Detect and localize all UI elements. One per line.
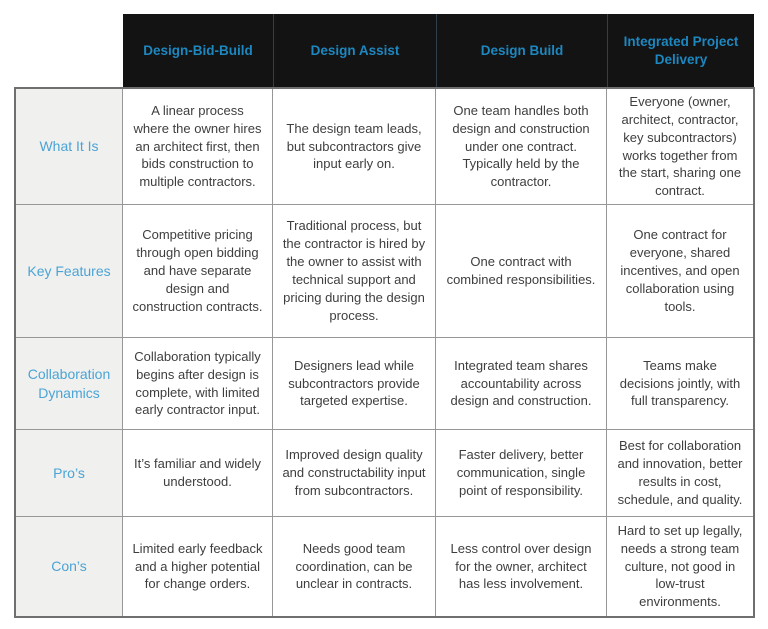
column-header-integrated-project-delivery: Integrated Project Delivery [607,14,754,88]
table-cell: Designers lead while subcontractors provide targeted expertise. [273,338,436,430]
table-cell: Less control over design for the owner, architect has less involvement. [436,517,607,617]
table-cell: Competitive pricing through open bidding and have separate design and construction contracts. [123,205,273,338]
table-cell: Collaboration typically begins after design is complete, with limited early contractor input. [123,338,273,430]
table-cell: Teams make decisions jointly, with full transparency. [607,338,754,430]
table-cell: Hard to set up legally, needs a strong team culture, not good in low-trust environments. [607,517,754,617]
table-cell: It’s familiar and widely understood. [123,430,273,517]
corner-spacer [15,14,123,88]
row-label-key-features: Key Features [15,205,123,338]
column-header-design-assist: Design Assist [273,14,436,88]
table-cell: One team handles both design and construction under one contract. Typically held by the contractor. [436,88,607,205]
row-label-what-it-is: What It Is [15,88,123,205]
table-cell: A linear process where the owner hires an architect first, then bids construction to multiple contractors. [123,88,273,205]
table-cell: Needs good team coordination, can be unclear in contracts. [273,517,436,617]
table-cell: Improved design quality and constructability input from subcontractors. [273,430,436,517]
column-header-design-build: Design Build [436,14,607,88]
row-label-collaboration-dynamics: Collaboration Dynamics [15,338,123,430]
table-cell: Limited early feedback and a higher potential for change orders. [123,517,273,617]
table-cell: Traditional process, but the contractor is hired by the owner to assist with technical support and pricing during the design process. [273,205,436,338]
table-cell: One contract for everyone, shared incentives, and open collaboration using tools. [607,205,754,338]
row-label-cons: Con’s [15,517,123,617]
column-header-design-bid-build: Design-Bid-Build [123,14,273,88]
table-cell: Best for collaboration and innovation, better results in cost, schedule, and quality. [607,430,754,517]
table-cell: One contract with combined responsibilities. [436,205,607,338]
table-cell: The design team leads, but subcontractors give input early on. [273,88,436,205]
table-cell: Integrated team shares accountability across design and construction. [436,338,607,430]
table-cell: Everyone (owner, architect, contractor, key subcontractors) works together from the start, sharing one contract. [607,88,754,205]
row-label-pros: Pro’s [15,430,123,517]
table-cell: Faster delivery, better communication, single point of responsibility. [436,430,607,517]
comparison-table [15,14,754,617]
